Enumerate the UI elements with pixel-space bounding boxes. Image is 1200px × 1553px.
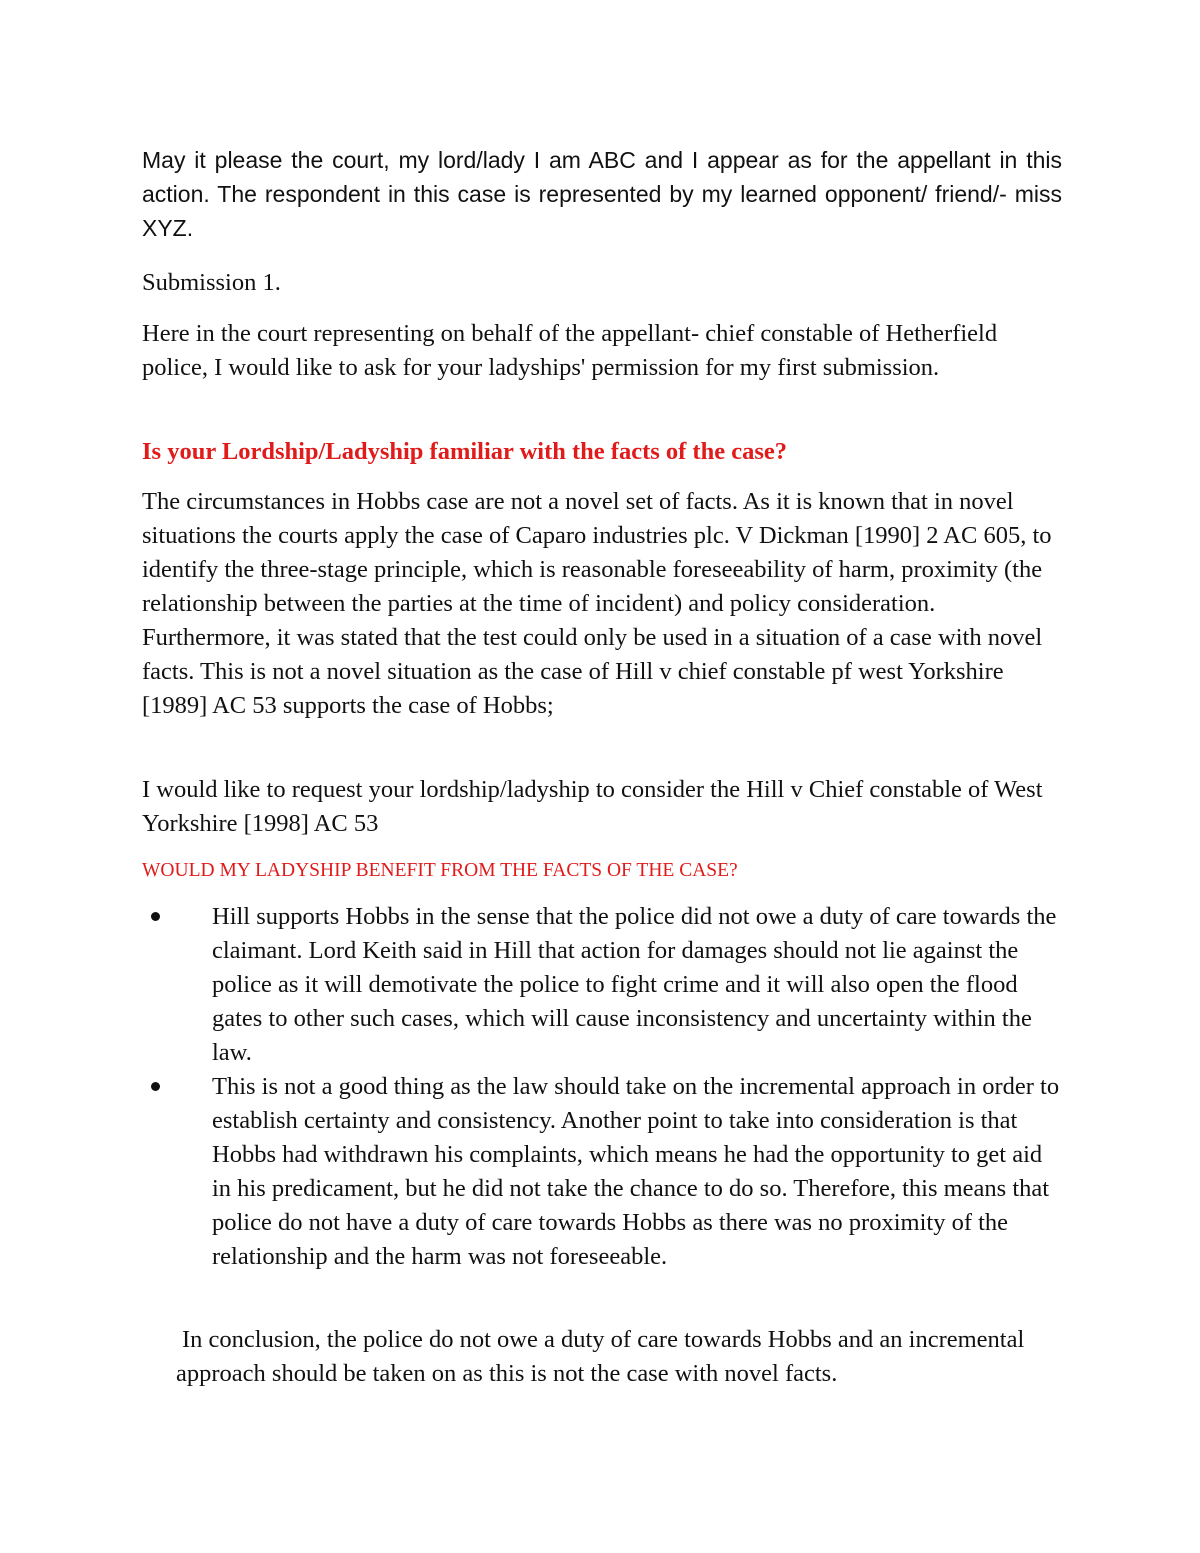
bullet-item — [142, 900, 1062, 1070]
bullet-icon — [151, 912, 160, 921]
bullet-item — [142, 1070, 1062, 1274]
bullet-text: This is not a good thing as the law should take on the incremental approach in order to establish certainty and consistency. Another point to take into consideration is that Hobbs had withdrawn his complaints, which means he had the opportunity to get aid in his predicament, but he did not take the chance to do so. Therefore, this means that police do not have a duty of care towards Hobbs as there was no proximity of the relationship and the harm was not foreseeable. — [212, 1073, 1060, 1270]
submission-label: Submission 1. — [142, 269, 281, 296]
bullet-icon — [151, 1082, 160, 1091]
circumstances-paragraph: The circumstances in Hobbs case are not a novel set of facts. As it is known that in novel situations the courts apply the case of Caparo industries plc. V Dickman [1990] 2 AC 605, to identify the three-stage principle, which is reasonable foreseeability of harm, proximity (the relationship between the parties at the time of incident) and policy consideration. Furthermore, it was stated that the test could only be used in a situation of a case with novel facts. This is not a novel situation as the case of Hill v chief constable pf west Yorkshire [1989] AC 53 supports the case of Hobbs; — [142, 488, 1052, 719]
bullet-text: Hill supports Hobbs in the sense that the police did not owe a duty of care towards the claimant. Lord Keith said in Hill that action for damages should not lie against the police as it will demotivate the police to fight crime and it will also open the flood gates to other such cases, which will cause inconsistency and uncertainty within the law. — [212, 903, 1057, 1066]
submission-paragraph: Here in the court representing on behalf of the appellant- chief constable of Hetherfield police, I would like to ask for your ladyships' permission for my first submission. — [142, 320, 998, 381]
question-heading-one: Is your Lordship/Ladyship familiar with the facts of the case? — [142, 438, 787, 465]
intro-paragraph: May it please the court, my lord/lady I am ABC and I appear as for the appellant in this action. The respondent in this case is represented by my learned opponent/ friend/- miss XYZ. — [142, 147, 1062, 241]
request-paragraph: I would like to request your lordship/ladyship to consider the Hill v Chief constable of West Yorkshire [1998] AC 53 — [142, 776, 1043, 837]
question-heading-two: WOULD MY LADYSHIP BENEFIT FROM THE FACTS OF THE CASE? — [142, 860, 738, 881]
conclusion-paragraph: In conclusion, the police do not owe a duty of care towards Hobbs and an incremental approach should be taken on as this is not the case with novel facts. — [176, 1326, 1025, 1387]
bullet-list — [142, 900, 1062, 1274]
